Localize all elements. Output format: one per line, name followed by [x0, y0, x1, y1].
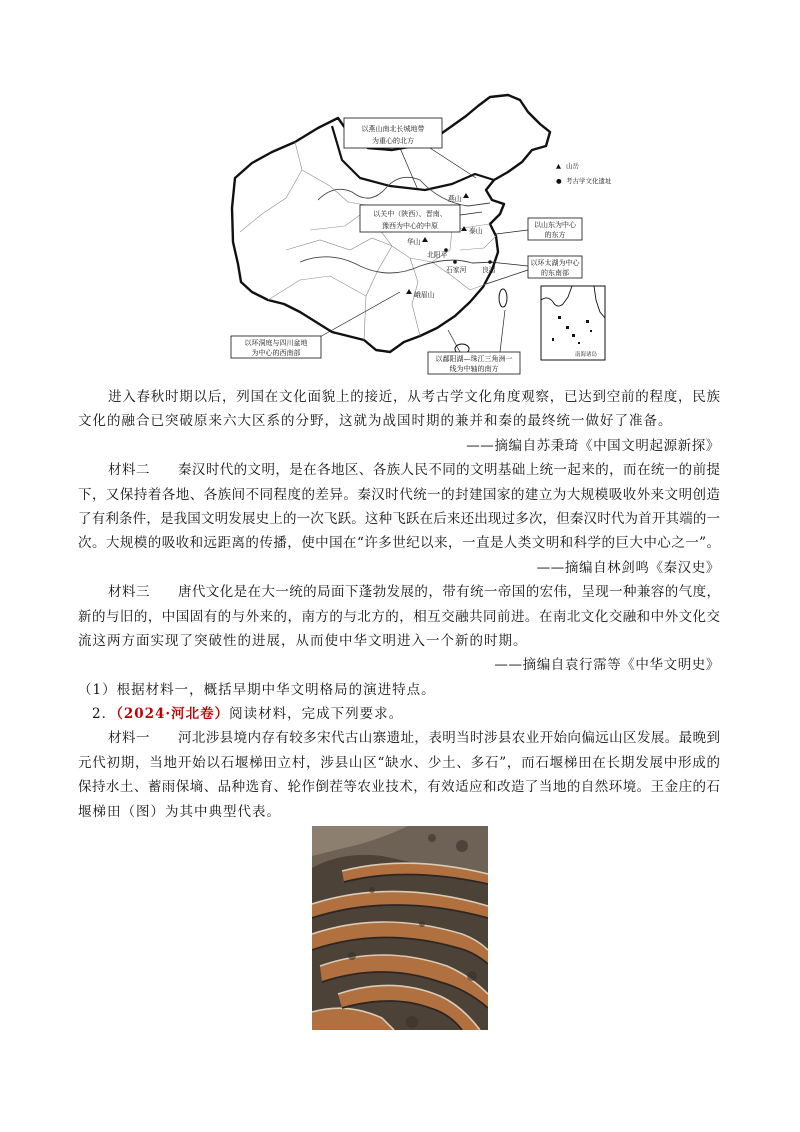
hebei-material-1-line-4: 堰梯田（图）为其中典型代表。	[78, 803, 281, 820]
hebei-material-1-line-2: 元代初期，当地开始以石堰梯田立村，涉县山区“缺水、少土、多石”，而石堰梯田在长期发展中形成的	[78, 754, 720, 771]
callout-southwest-line-1: 以环洞庭与四川盆地	[244, 339, 308, 347]
callout-north	[344, 118, 442, 148]
question-2-instruction: 阅读材料，完成下列要求。	[229, 706, 404, 723]
terrace-field-photo	[312, 826, 488, 1030]
callout-central	[360, 205, 460, 232]
callout-southwest	[231, 336, 321, 358]
china-culture-region-map	[228, 90, 618, 378]
material-2-label: 材料二	[108, 462, 150, 479]
callout-east-line-2: 的东方	[544, 231, 566, 239]
exam-source-tag: （2024·河北卷）	[116, 706, 230, 723]
callout-southwest-line-2: 为中心的西南部	[251, 349, 301, 357]
callout-south-line-1: 以鄱阳湖—珠江三角洲一	[435, 355, 513, 363]
intro-line-1: 进入春秋时期以后，列国在文化面貌上的接近，从考古学文化角度观察，已达到空前的程度，民族	[108, 389, 720, 405]
material-3-line-1	[78, 580, 720, 604]
callout-north-line-1: 以燕山南北长城地带	[361, 125, 425, 133]
material-2-line-3: 了有利条件，是我国文明发展史上的一次飞跃。这种飞跃在后来还出现过多次，但秦汉时代为首开其端的一	[78, 510, 720, 527]
place-label-emeishan: 峨眉山	[414, 291, 435, 299]
callout-south	[428, 352, 520, 374]
place-label-huashan: 华山	[407, 238, 421, 246]
site-icon	[453, 260, 457, 264]
material-2-text: 秦汉时代的文明，是在各地区、各族人民不同的文明基础上统一起来的，而在统一的前提	[178, 462, 720, 479]
material-3-line-2: 新的与旧的，中国固有的与外来的，南方的与北方的，相互交融共同前进。在南北文化交融和中外文化交	[78, 608, 720, 625]
south-china-sea-inset	[541, 286, 605, 360]
material-3-label: 材料三	[108, 584, 150, 601]
map-legend	[556, 161, 612, 185]
place-label-taishan: 泰山	[469, 227, 483, 235]
hebei-material-1-text: 河北涉县境内存有较多宋代古山寨遗址，表明当时涉县农业开始向偏远山区发展。最晚到	[178, 730, 720, 747]
place-label-beiyangping: 北阳平	[427, 251, 448, 259]
document-body	[78, 385, 720, 824]
material-3-text: 唐代文化是在大一统的局面下蓬勃发展的，带有统一帝国的宏伟，呈现一种兼容的气度，	[178, 584, 720, 601]
hebei-material-1-line-3: 保持水土、蓄雨保墒、品种选育、轮作倒茬等农业技术，有效适应和改造了当地的自然环境。王金庄的石	[78, 779, 720, 796]
callout-east	[528, 218, 582, 240]
site-icon	[488, 260, 492, 264]
callout-north-line-2: 为重心的北方	[372, 137, 414, 145]
hebei-material-1-label: 材料一	[108, 730, 150, 747]
legend-mountain-symbol: ▲	[556, 162, 561, 170]
callout-central-line-2: 豫西为中心的中原	[382, 222, 438, 230]
inset-label: 南海诸岛	[574, 352, 598, 358]
callout-southeast-line-2: 的东南部	[541, 269, 569, 277]
source-citation-2: ——摘编自林剑鸣《秦汉史》	[536, 559, 720, 576]
source-citation-3: ——摘编自袁行霈等《中华文明史》	[494, 657, 720, 674]
callout-south-line-2: 线为中轴的南方	[449, 365, 499, 373]
material-2-line-1	[78, 458, 720, 482]
intro-line-2: 文化的融合已突破原来六大区系的分野，这就为战国时期的兼并和秦的最终统一做好了准备。	[78, 413, 673, 430]
material-3-line-3: 流这两方面实现了突破性的进展，从而使中华文明进入一个新的时期。	[78, 632, 528, 649]
question-2-header	[78, 702, 720, 726]
source-citation-1: ——摘编自苏秉琦《中国文明起源新探》	[466, 437, 720, 454]
taiwan-island	[499, 289, 507, 307]
callout-east-line-1: 以山东为中心	[534, 221, 576, 229]
place-label-yanshan: 燕山	[448, 195, 462, 203]
place-label-liangzhu: 良渚	[482, 266, 496, 274]
legend-site-symbol: ●	[556, 177, 562, 185]
callout-central-line-1: 以关中（陕西）、晋南、	[373, 210, 447, 218]
question-1: （1）根据材料一，概括早期中华文明格局的演进特点。	[78, 681, 436, 698]
legend-site-label: 考古学文化遗址	[566, 177, 612, 185]
material-2-line-2: 下，又保持着各地、各族间不同程度的差异。秦汉时代统一的封建国家的建立为大规模吸收外来文明创造	[78, 486, 720, 503]
hebei-material-1-line-1	[78, 726, 720, 750]
callout-southeast-line-1: 以环太湖为中心	[530, 259, 580, 267]
place-label-shijiahe: 石家河	[446, 266, 467, 274]
question-2-number: 2．	[92, 706, 117, 723]
legend-mountain-label: 山岳	[566, 162, 579, 170]
callout-southeast	[528, 256, 582, 278]
material-2-line-4: 次。大规模的吸收和远距离的传播，使中国在“许多世纪以来，一直是人类文明和科学的巨大中心之一”。	[78, 535, 720, 552]
